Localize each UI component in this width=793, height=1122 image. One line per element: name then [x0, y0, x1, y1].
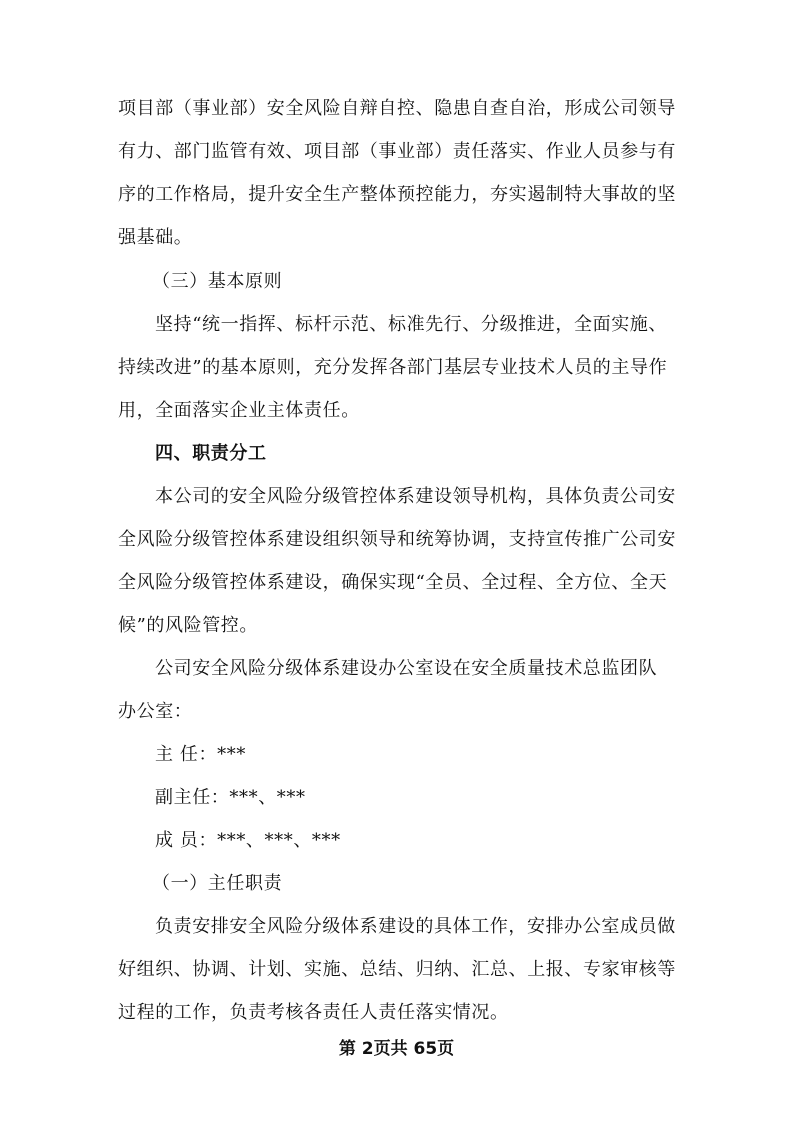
role-members: 成 员：***、***、***	[155, 830, 341, 851]
body-line: 好组织、协调、计划、实施、总结、归纳、汇总、上报、专家审核等	[118, 959, 676, 980]
body-line: 公司安全风险分级体系建设办公室设在安全质量技术总监团队	[155, 658, 658, 679]
body-line: 负责安排安全风险分级体系建设的具体工作，安排办公室成员做	[155, 916, 676, 937]
body-line: 全风险分级管控体系建设，确保实现“全员、全过程、全方位、全天	[118, 572, 668, 593]
role-deputy: 副主任：***、***	[155, 787, 306, 808]
section-3-heading: （三）基本原则	[152, 271, 283, 292]
body-line: 序的工作格局，提升安全生产整体预控能力，夯实遏制特大事故的坚	[118, 184, 676, 205]
body-line: 坚持“统一指挥、标杆示范、标准先行、分级推进，全面实施、	[155, 314, 667, 335]
body-line: 候”的风险管控。	[118, 615, 259, 636]
body-line: 全风险分级管控体系建设组织领导和统筹协调，支持宣传推广公司安	[118, 529, 676, 550]
body-line: 强基础。	[118, 227, 193, 248]
body-line: 本公司的安全风险分级管控体系建设领导机构，具体负责公司安	[155, 486, 676, 507]
page-number: 第 2页共 65页	[338, 1039, 455, 1059]
body-line: 用，全面落实企业主体责任。	[118, 400, 360, 421]
body-line: 有力、部门监管有效、项目部（事业部）责任落实、作业人员参与有	[118, 141, 676, 162]
body-line: 过程的工作，负责考核各责任人责任落实情况。	[118, 1002, 509, 1023]
body-line: 办公室：	[118, 701, 193, 722]
subsection-1-heading: （一）主任职责	[152, 873, 283, 894]
section-4-heading: 四、职责分工	[155, 443, 267, 464]
role-director: 主 任：***	[155, 744, 246, 765]
body-line: 持续改进”的基本原则，充分发挥各部门基层专业技术人员的主导作	[118, 357, 668, 378]
body-line: 项目部（事业部）安全风险自辩自控、隐患自查自治，形成公司领导	[118, 98, 676, 119]
